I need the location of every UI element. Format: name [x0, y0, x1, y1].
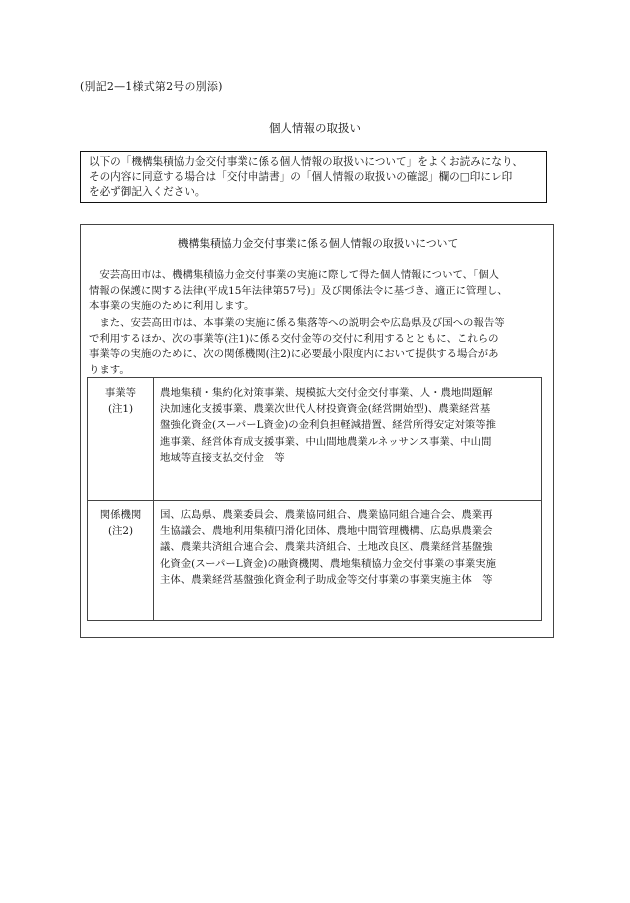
content-line: 議、農業共済組合連合会、農業共済組合、土地改良区、農業経営基盤強: [160, 541, 493, 554]
privacy-policy-section: [80, 224, 554, 638]
notice-line: を必ず御記入ください。: [89, 186, 206, 198]
content-line: 進事業、経営体育成支援事業、中山間地農業ルネッサンス事業、中山間: [160, 435, 492, 448]
paragraph-line: 本事業の実施のために利用します。: [89, 300, 255, 313]
paragraph-provision: [89, 316, 551, 378]
table-row-agencies: [88, 500, 541, 620]
paragraph-line: ります。: [89, 363, 130, 376]
row-content: [160, 500, 540, 588]
content-line: 盤強化資金(スーパーL資金)の金利負担軽減措置、経営所得安定対策等推: [160, 419, 497, 432]
consent-notice-box: [80, 151, 547, 203]
form-reference-note: (別記2—1様式第2号の別添): [80, 80, 223, 93]
row-label-note: (注1): [107, 403, 134, 415]
paragraph-line: 事業等の実施のために、次の関係機関(注2)に必要最小限度内において提供する場合があ: [89, 348, 499, 361]
row-label-text: 事業等: [104, 387, 137, 399]
paragraph-line: 安芸高田市は、機構集積協力金交付事業の実施に際して得た個人情報について、「個人: [89, 269, 500, 281]
notice-line: その内容に同意する場合は「交付申請書」の「個人情報の取扱いの確認」欄の□印にレ印: [89, 171, 513, 183]
content-line: 地域等直接支払交付金 等: [160, 451, 285, 464]
content-line: 農地集積・集約化対策事業、規模拡大交付金交付事業、人・農地問題解: [160, 387, 493, 399]
content-line: 化資金(スーパーL資金)の融資機関、農地集積協力金交付事業の事業実施: [160, 557, 497, 570]
paragraph-line: 情報の保護に関する法律(平成15年法律第57号)」及び関係法令に基づき、適正に管理し、: [89, 284, 508, 297]
table-row-projects: [88, 378, 541, 501]
content-line: 生協議会、農地利用集積円滑化団体、農地中間管理機構、広島県農業会: [160, 525, 493, 538]
projects-and-agencies-table: [87, 377, 542, 621]
paragraph-line: で利用するほか、次の事業等(注1)に係る交付金等の交付に利用するとともに、これらの: [89, 332, 499, 345]
row-label-text: 関係機関: [99, 509, 142, 521]
row-label: [88, 378, 154, 500]
paragraph-line: また、安芸高田市は、本事業の実施に係る集落等への説明会や広島県及び国への報告等: [89, 317, 505, 329]
content-line: 主体、農業経営基盤強化資金利子助成金等交付事業の事業実施主体 等: [160, 573, 493, 586]
page-title: 個人情報の取扱い: [269, 121, 361, 135]
row-content: [160, 378, 540, 466]
row-label: [88, 500, 154, 620]
content-line: 国、広島県、農業委員会、農業協同組合、農業協同組合連合会、農業再: [160, 509, 493, 521]
section-title: 機構集積協力金交付事業に係る個人情報の取扱いについて: [177, 237, 459, 250]
row-label-note: (注2): [107, 525, 134, 537]
paragraph-usage: [89, 268, 551, 315]
notice-line: 以下の「機構集積協力金交付事業に係る個人情報の取扱いについて」をよくお読みになり、: [89, 156, 524, 168]
content-line: 決加速化支援事業、農業次世代人材投資資金(経営開始型)、農業経営基: [160, 403, 491, 416]
